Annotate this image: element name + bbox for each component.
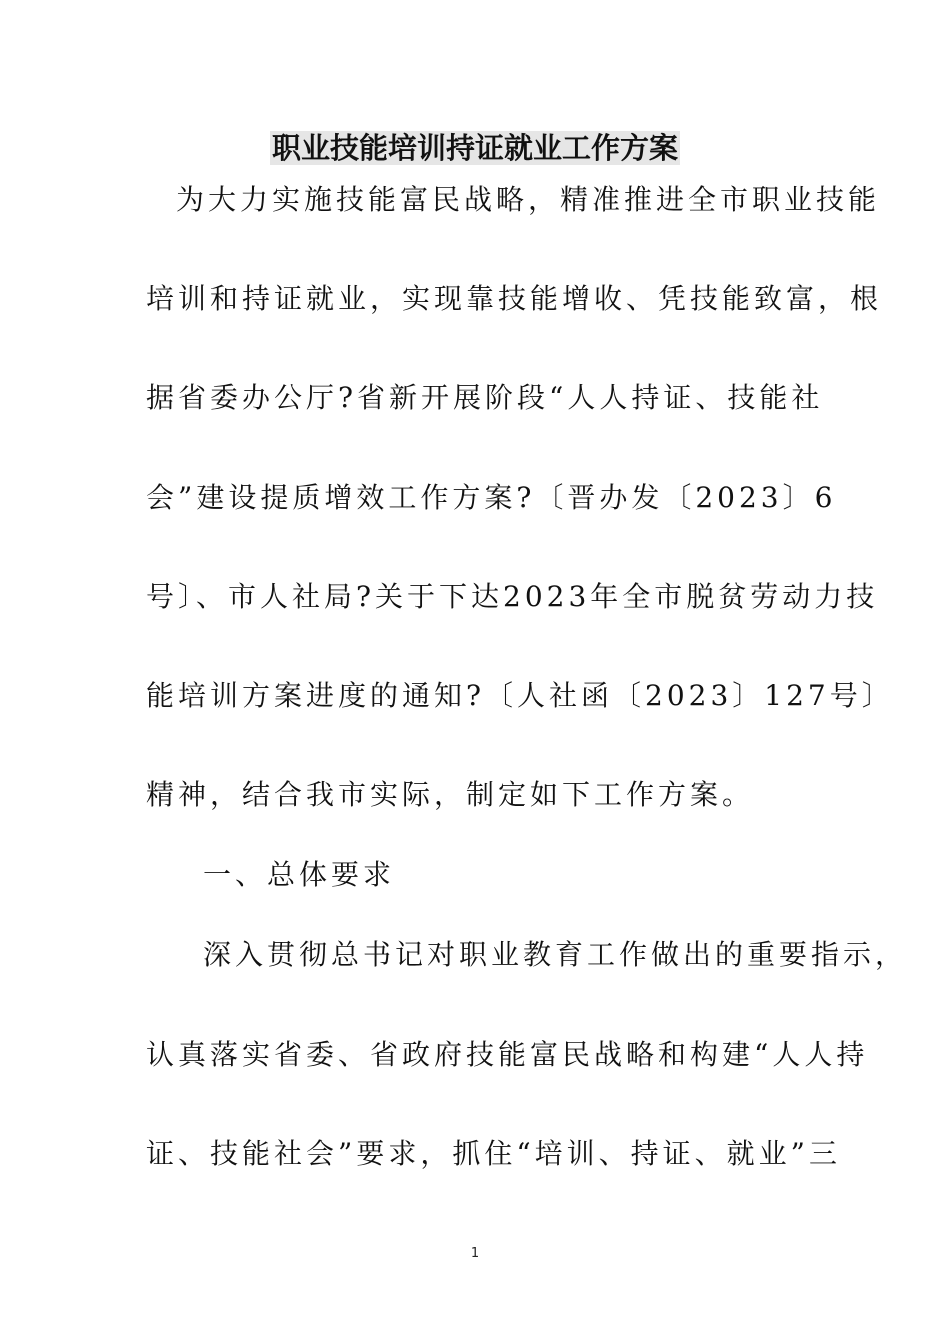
document-title [0,128,950,168]
paragraph-line: 能培训方案进度的通知?〔人社函〔2023〕127号〕 [146,679,894,712]
paragraph-line: 深入贯彻总书记对职业教育工作做出的重要指示， [203,938,908,971]
paragraph-line: 为大力实施技能富民战略，精准推进全市职业技能 [176,183,881,216]
paragraph-line: 认真落实省委、省政府技能富民战略和构建“人人持 [146,1038,869,1071]
section-heading: 一、总体要求 [203,858,396,891]
document-title-text: 职业技能培训持证就业工作方案 [271,131,678,165]
paragraph-line: 精神，结合我市实际，制定如下工作方案。 [146,778,755,811]
paragraph-line: 证、技能社会”要求，抓住“培训、持证、就业”三 [146,1137,841,1170]
paragraph-line: 据省委办公厅?省新开展阶段“人人持证、技能社 [146,381,824,414]
paragraph-line: 会”建设提质增效工作方案?〔晋办发〔2023〕6 [146,481,837,514]
paragraph-line: 号〕、市人社局?关于下达2023年全市脱贫劳动力技 [146,580,879,613]
page-number: 1 [470,1246,480,1261]
paragraph-line: 培训和持证就业，实现靠技能增收、凭技能致富，根 [146,282,883,315]
